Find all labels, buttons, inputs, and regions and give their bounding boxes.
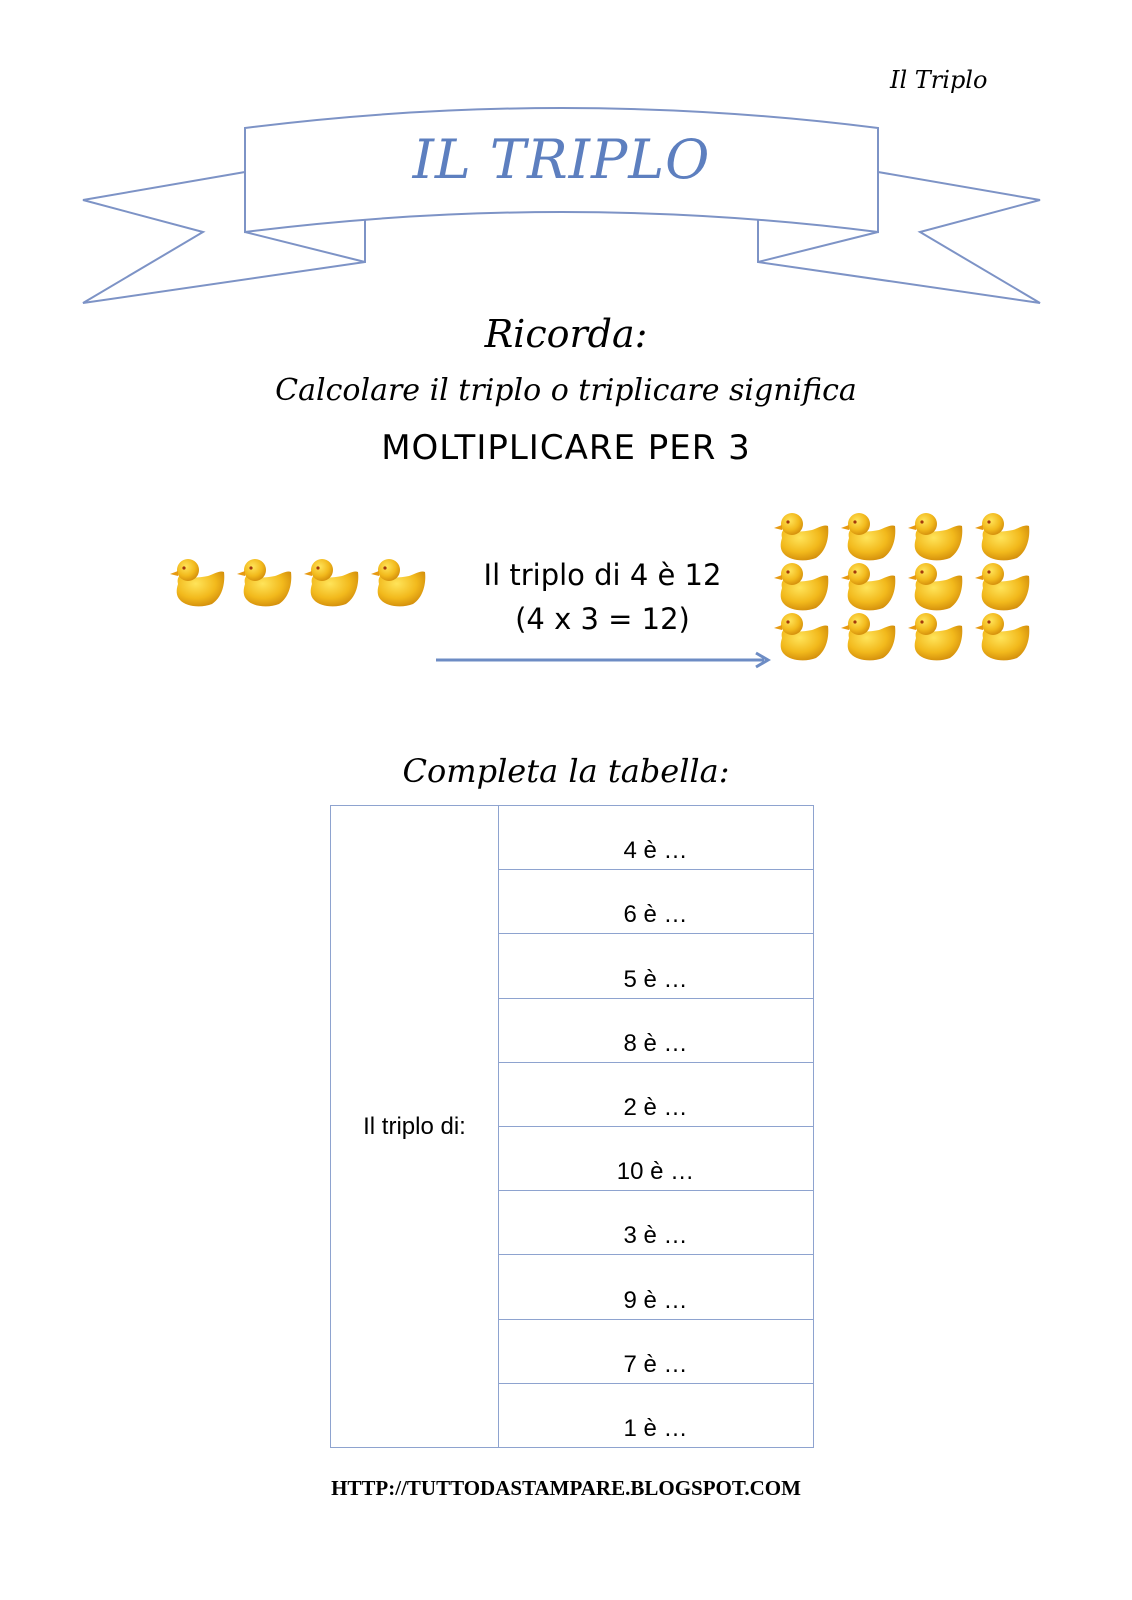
- table-row[interactable]: 4 è …: [498, 806, 813, 870]
- duck-icon: [369, 556, 427, 608]
- exercise-table: [330, 805, 814, 1448]
- duck-icon: [772, 610, 830, 662]
- duck-icon: [839, 560, 897, 612]
- table-row[interactable]: 5 è …: [498, 934, 813, 998]
- duck-icon: [906, 560, 964, 612]
- footer-url: HTTP://TUTTODASTAMPARE.BLOGSPOT.COM: [331, 1476, 801, 1500]
- exercise-heading: Completa la tabella:: [402, 752, 730, 790]
- table-row[interactable]: 9 è …: [498, 1255, 813, 1319]
- reminder-heading: Ricorda:: [484, 312, 648, 356]
- corner-label: Il Triplo: [890, 66, 988, 94]
- table-row[interactable]: 1 è …: [623, 1415, 688, 1443]
- answer-rows: [498, 806, 813, 1447]
- duck-icon: [235, 556, 293, 608]
- table-row[interactable]: 10 è …: [498, 1127, 813, 1191]
- duck-icon: [772, 510, 830, 562]
- duck-icon: [302, 556, 360, 608]
- duck-icon: [168, 556, 226, 608]
- duck-icon: [973, 560, 1031, 612]
- table-row[interactable]: 8 è …: [498, 999, 813, 1063]
- duck-icon: [839, 610, 897, 662]
- table-row[interactable]: 6 è …: [498, 870, 813, 934]
- table-row[interactable]: 2 è …: [498, 1063, 813, 1127]
- duck-icon: [772, 560, 830, 612]
- arrow-right-icon: [430, 648, 775, 672]
- reminder-description: Calcolare il triplo o triplicare significa: [275, 373, 857, 408]
- page-title: IL TRIPLO: [412, 128, 711, 191]
- example-sentence: Il triplo di 4 è 12: [483, 558, 722, 592]
- duck-icon: [839, 510, 897, 562]
- reminder-rule: MOLTIPLICARE PER 3: [381, 428, 751, 468]
- table-row[interactable]: 3 è …: [498, 1191, 813, 1255]
- duck-icon: [906, 510, 964, 562]
- example-equation: (4 x 3 = 12): [515, 602, 690, 636]
- duck-icon: [906, 610, 964, 662]
- row-label: Il triplo di:: [331, 806, 499, 1447]
- duck-icon: [973, 610, 1031, 662]
- table-row[interactable]: 7 è …: [498, 1320, 813, 1384]
- duck-icon: [973, 510, 1031, 562]
